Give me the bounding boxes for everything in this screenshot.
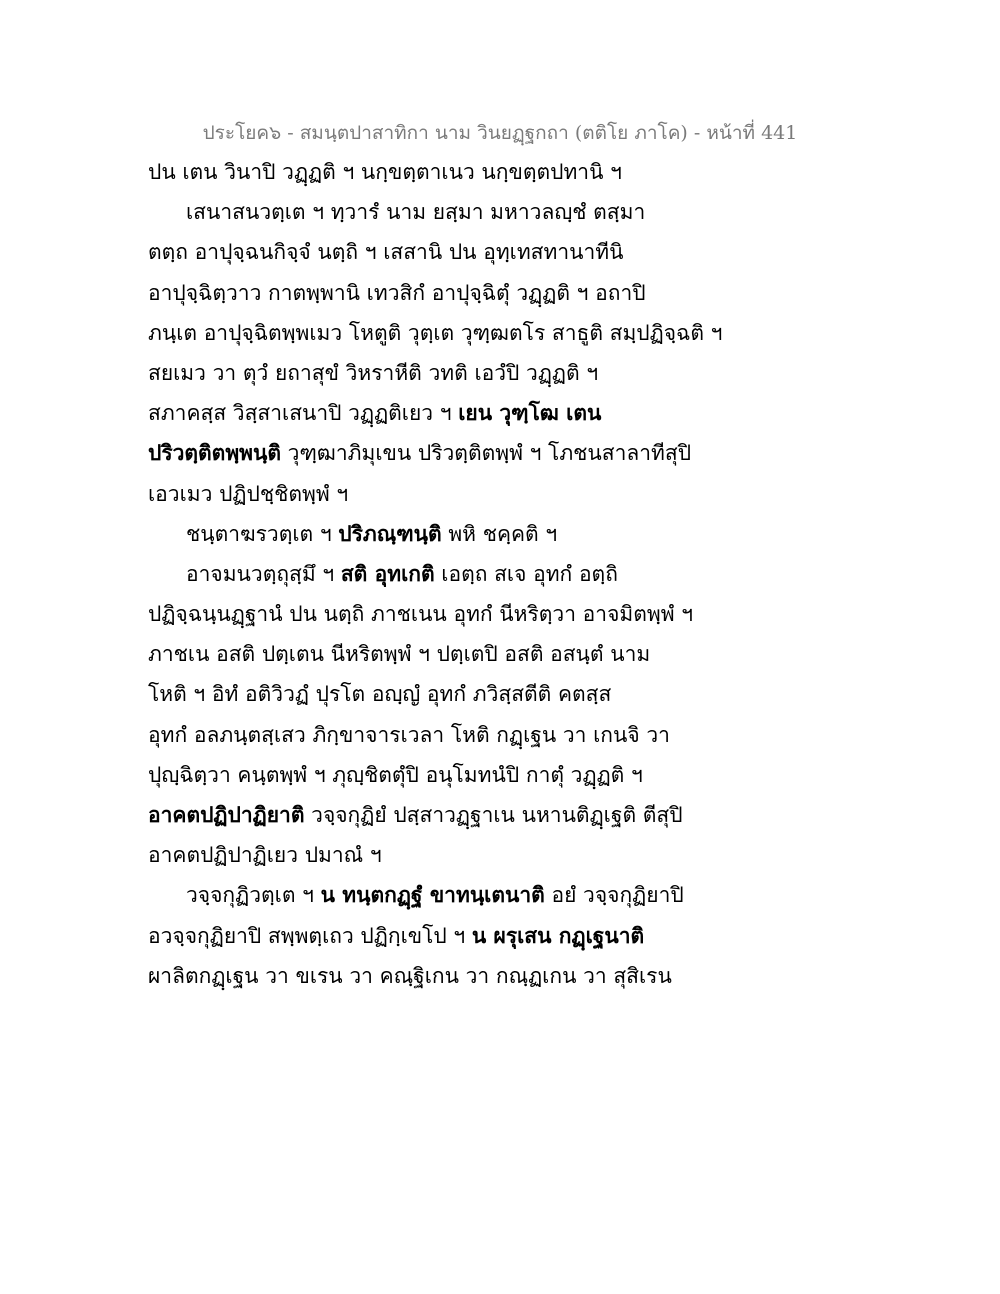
text-run: วุฑฺฒาภิมุเขน ปริวตฺติตพฺพํ ฯ โภชนสาลาทีสุปิ (281, 441, 692, 466)
text-line (148, 875, 708, 915)
text-run: ปน เตน วินาปิ วฏฺฏติ ฯ นกฺขตฺตาเนว นกฺขตฺตปทานิ ฯ (148, 160, 622, 184)
bold-term: อาคตปฏิปาฏิยาติ (148, 802, 305, 827)
paragraph (148, 152, 708, 192)
text-run: อาคตปฏิปาฏิเยว ปมาณํ ฯ (148, 843, 382, 868)
text-run: อุทกํ อลภนฺตสฺเสว ภิกฺขาจารเวลา โหติ กฏฺเฐน วา เกนจิ วา (148, 722, 670, 747)
page-header (0, 118, 1000, 148)
text-run: เอตฺถ สเจ อุทกํ อตฺถิ (434, 561, 618, 586)
bold-term: ปริภณฺฑนฺติ (338, 520, 442, 546)
paragraph (148, 192, 723, 514)
text-run: อยํ วจฺจกุฏิยาปิ (544, 883, 684, 908)
text-run: ปุญฺฉิตฺวา คนฺตพฺพํ ฯ ภุญฺชิตตุํปิ อนุโมทนํปิ กาตุํ วฏฺฏติ ฯ (148, 762, 643, 787)
text-line (148, 795, 708, 835)
text-line (148, 433, 708, 473)
text-line (148, 594, 708, 634)
text-run: วจฺจกุฏิยํ ปสฺสาวฏฺฐาเน นหานติฏฺเฐติ ตีสุปิ (304, 803, 683, 827)
text-line (148, 674, 708, 714)
text-line (148, 514, 708, 554)
text-run: พหิ ชคฺคติ ฯ (441, 521, 558, 546)
text-line (148, 715, 708, 755)
text-run: ผาลิตกฏฺเฐน วา ขเรน วา คณฺฐิเกน วา กณฺฏเกน วา สุสิเรน (148, 963, 672, 988)
text-line (148, 634, 708, 674)
text-run: สยเมว วา ตุวํ ยถาสุขํ วิหราหีติ วทติ เอวํปิ วฏฺฏติ ฯ (148, 360, 599, 385)
text-run: วจฺจกุฏิวตฺเต ฯ (186, 883, 321, 908)
text-line (148, 835, 708, 875)
text-run: ชนฺตาฆรวตฺเต ฯ (186, 521, 339, 546)
text-line (148, 393, 708, 433)
bold-term: ปริวตฺติตพฺพนฺติ (148, 440, 281, 466)
text-run: สภาคสฺส วิสฺสาเสนาปิ วฏฺฏติเยว ฯ (148, 401, 459, 426)
text-run: ภาชเน อสติ ปตฺเตน นีหริตพฺพํ ฯ ปตฺเตปิ อสติ อสนฺตํ นาม (148, 642, 651, 667)
text-run: ปฏิจฺฉนฺนฏฺฐานํ ปน นตฺถิ ภาชเนน อุทกํ นีหริตฺวา อาจมิตพฺพํ ฯ (148, 602, 694, 627)
text-line (148, 152, 708, 192)
bold-term: สติ อุทเกติ (340, 560, 435, 586)
paragraph (148, 875, 708, 996)
text-line (148, 192, 708, 232)
text-line (148, 916, 708, 956)
text-run: อวจฺจกุฏิยาปิ สพฺพตฺเถว ปฏิกฺเขโป ฯ (148, 923, 472, 948)
text-run: ตตฺถ อาปุจฺฉนกิจฺจํ นตฺถิ ฯ เสสานิ ปน อุทฺเทสทานาทีนิ (148, 240, 624, 265)
text-line (148, 313, 723, 353)
text-line (148, 755, 708, 795)
text-run: โหติ ฯ อิทํ อติวิวฏํ ปุรโต อญฺญํ อุทกํ ภวิสฺสตีติ คตสฺส (148, 682, 612, 707)
text-line (148, 554, 708, 594)
text-line (148, 956, 708, 996)
text-line (148, 232, 708, 272)
text-run: ภนฺเต อาปุจฺฉิตพฺพเมว โหตูติ วุตฺเต วุฑฺฒตโร สาธูติ สมฺปฏิจฺฉติ ฯ (148, 320, 723, 345)
text-run: อาปุจฺฉิตฺวาว กาตพฺพานิ เทวสิกํ อาปุจฺฉิตุํ วฏฺฏติ ฯ อถาปิ (148, 280, 646, 305)
text-run: อาจมนวตฺถุสฺมึ ฯ (186, 561, 341, 586)
paragraph (148, 514, 708, 554)
text-line (148, 273, 708, 313)
paragraph (148, 554, 708, 876)
body-text (148, 152, 723, 996)
text-run: เสนาสนวตฺเต ฯ ทฺวารํ นาม ยสฺมา มหาวลญฺชํ ตสฺมา (186, 200, 646, 225)
bold-term: น ผรุเสน กฏฺเฐนาติ (471, 922, 645, 948)
text-line (148, 474, 708, 514)
bold-term: น ทนฺตกฏฺฐํ ขาทนฺเตนาติ (320, 882, 545, 908)
bold-term: เยน วุฑฺโฒ เตน (458, 400, 602, 426)
text-line (148, 353, 708, 393)
running-title: ประโยค๖ - สมนฺตปาสาทิกา นาม วินยฏฺฐกถา (ตติโย ภาโค) - หน้าที่ 441 (202, 122, 798, 144)
text-run: เอวเมว ปฏิปชฺชิตพฺพํ ฯ (148, 481, 349, 506)
